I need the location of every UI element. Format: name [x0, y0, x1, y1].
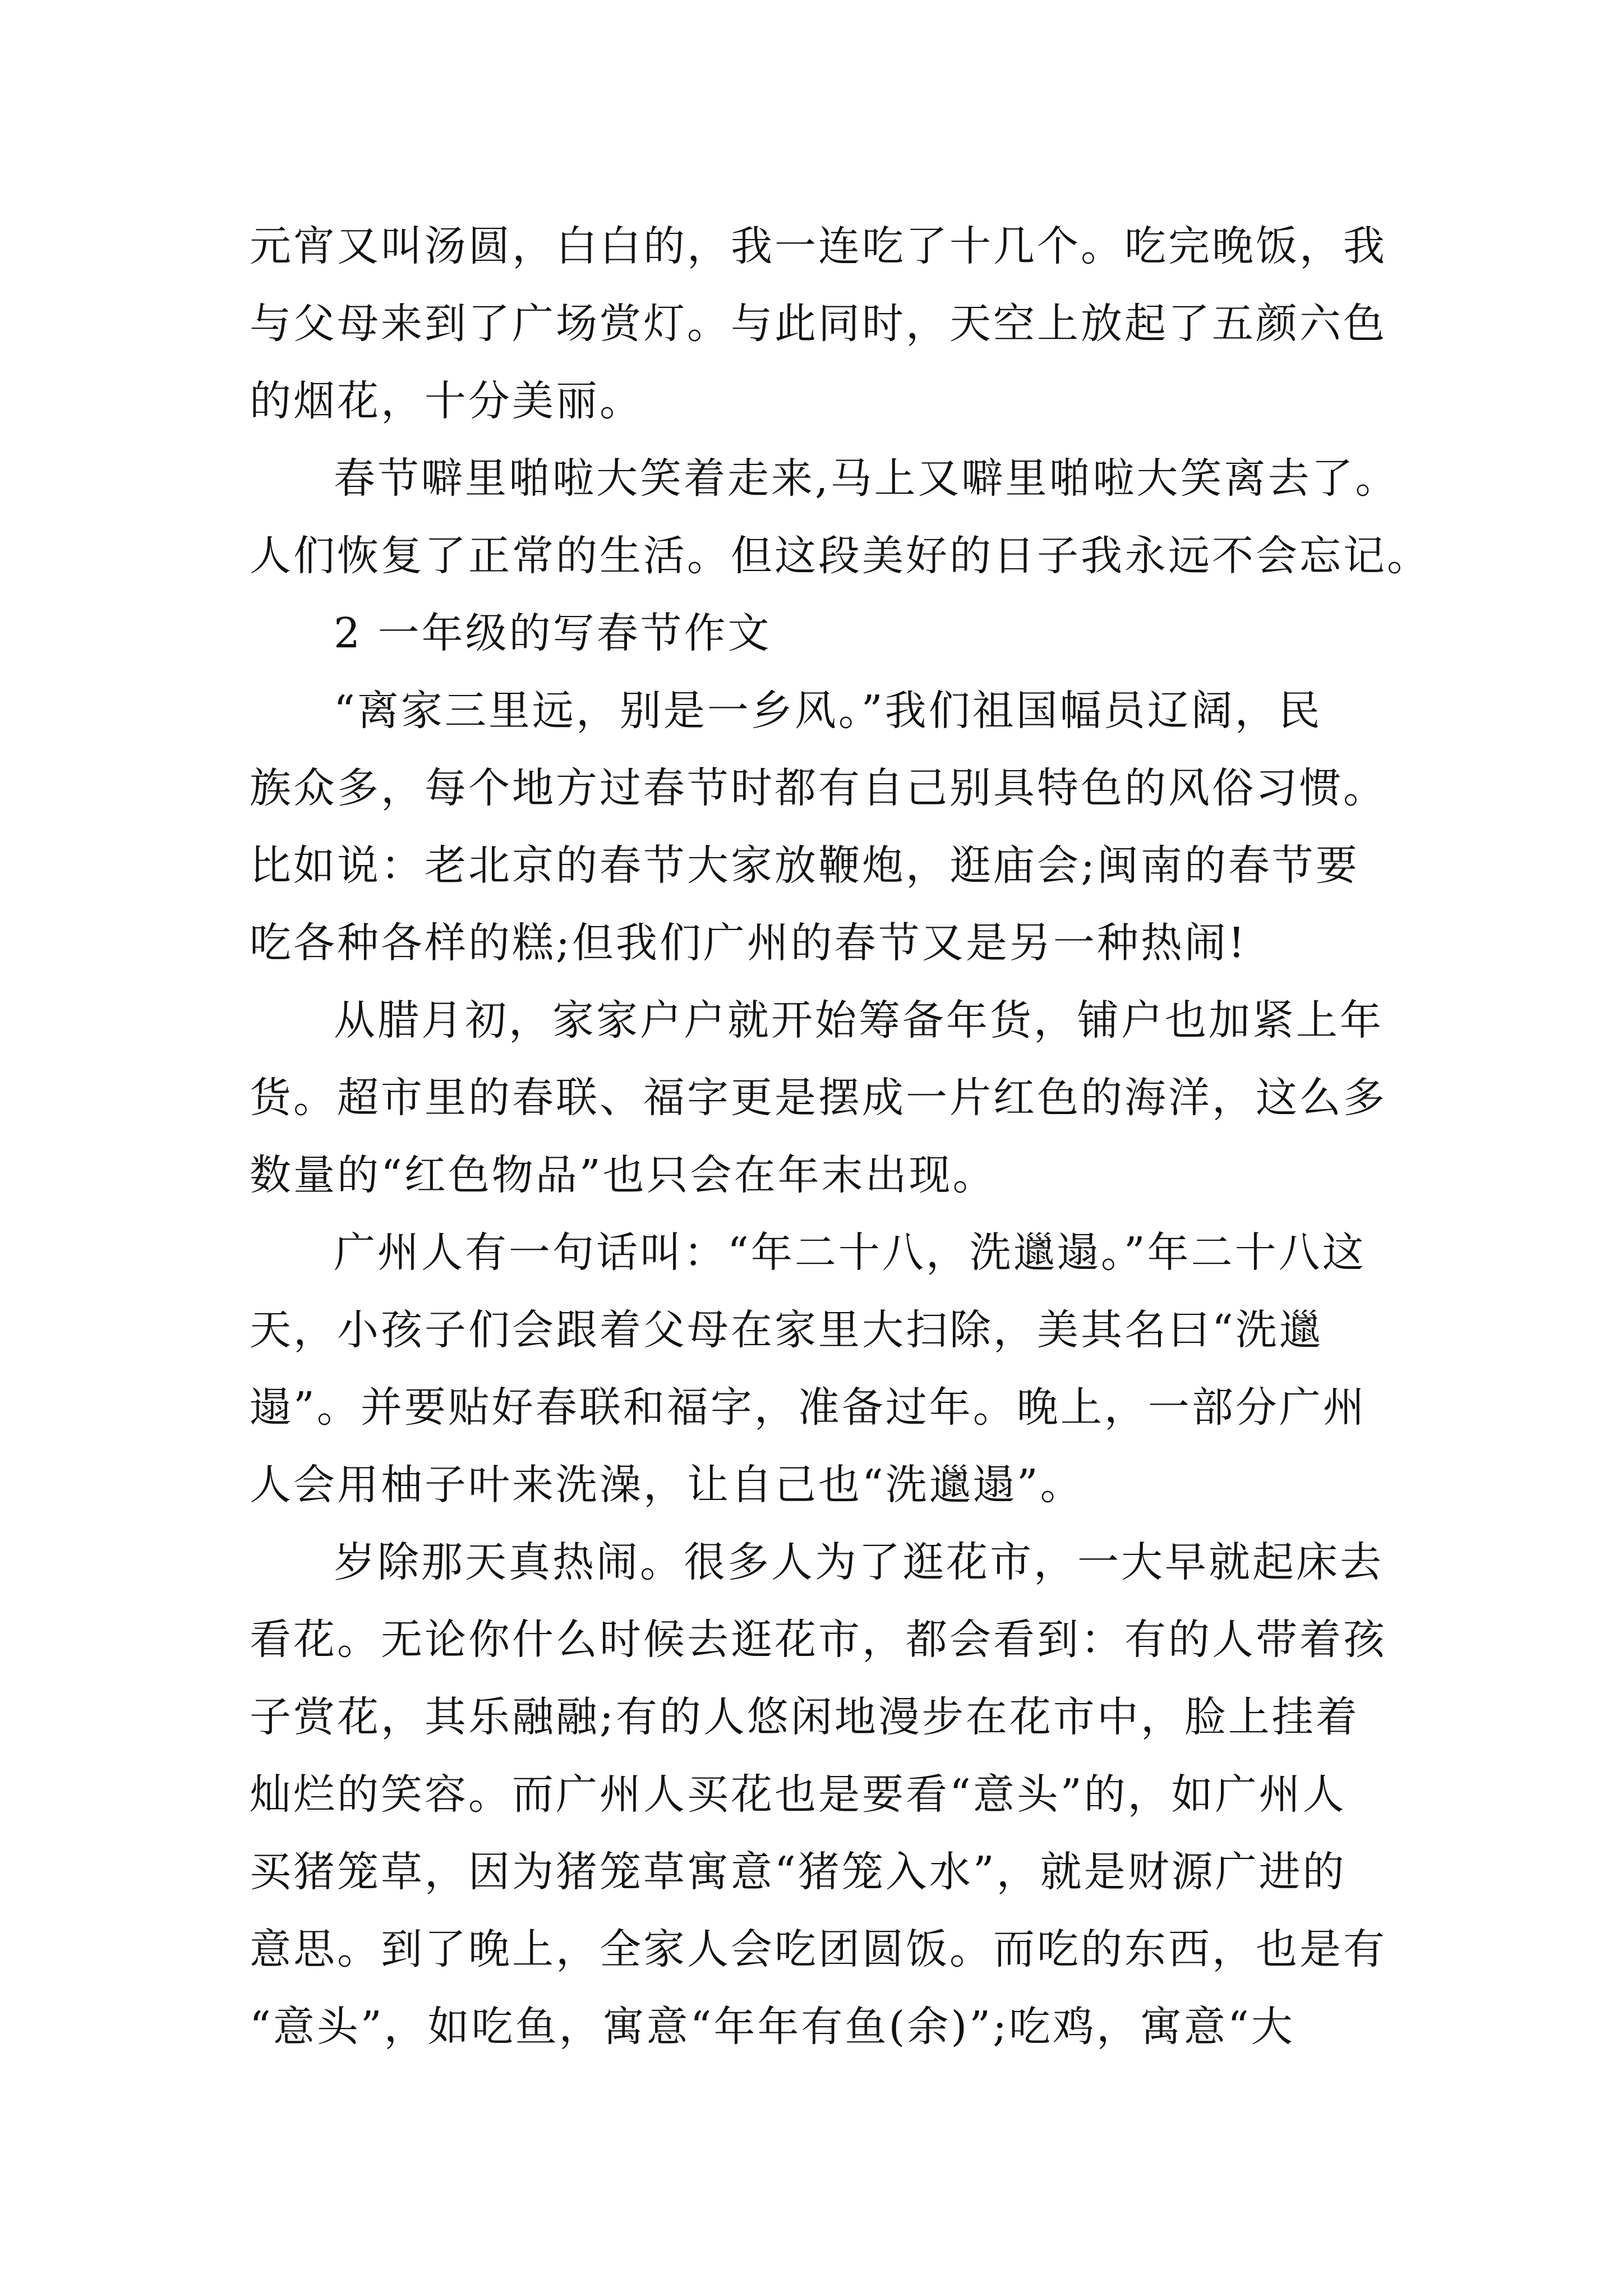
text-line: “离家三里远，别是一乡风。”我们祖国幅员辽阔，民 — [334, 687, 1322, 735]
text-line: 买猪笼草，因为猪笼草寓意“猪笼入水”，就是财源广进的 — [250, 1848, 1347, 1896]
text-line: 灿烂的笑容。而广州人买花也是要看“意头”的，如广州人 — [250, 1770, 1347, 1819]
text-line: “意头”，如吃鱼，寓意“年年有鱼(余)”;吃鸡，寓意“大 — [250, 2003, 1295, 2051]
text-line: 意思。到了晚上，全家人会吃团圆饭。而吃的东西，也是有 — [250, 1925, 1387, 1973]
text-line: 与父母来到了广场赏灯。与此同时，天空上放起了五颜六色 — [250, 300, 1387, 348]
text-line: 岁除那天真热闹。很多人为了逛花市，一大早就起床去 — [334, 1538, 1384, 1586]
text-line: 族众多，每个地方过春节时都有自己别具特色的风俗习惯。 — [250, 764, 1387, 812]
text-line: 元宵又叫汤圆，白白的，我一连吃了十几个。吃完晚饭，我 — [250, 222, 1387, 270]
text-line: 人们恢复了正常的生活。但这段美好的日子我永远不会忘记。 — [250, 532, 1431, 580]
text-line: 遢”。并要贴好春联和福字，准备过年。晚上，一部分广州 — [250, 1383, 1367, 1432]
section-heading: 2 一年级的写春节作文 — [334, 609, 772, 657]
text-line: 天，小孩子们会跟着父母在家里大扫除，美其名曰“洗邋 — [250, 1306, 1323, 1354]
text-line: 吃各种各样的糕;但我们广州的春节又是另一种热闹! — [250, 919, 1247, 967]
text-line: 春节噼里啪啦大笑着走来,马上又噼里啪啦大笑离去了。 — [334, 454, 1399, 503]
essay-text — [250, 208, 1431, 2065]
text-line: 子赏花，其乐融融;有的人悠闲地漫步在花市中，脸上挂着 — [250, 1693, 1359, 1741]
text-line: 人会用柚子叶来洗澡，让自己也“洗邋遢”。 — [250, 1461, 1084, 1509]
text-line: 看花。无论你什么时候去逛花市，都会看到：有的人带着孩 — [250, 1616, 1387, 1664]
text-line: 从腊月初，家家户户就开始筹备年货，铺户也加紧上年 — [334, 996, 1384, 1045]
text-line: 货。超市里的春联、福字更是摆成一片红色的海洋，这么多 — [250, 1074, 1387, 1122]
text-line: 广州人有一句话叫：“年二十八，洗邋遢。”年二十八这 — [334, 1228, 1366, 1277]
text-line: 数量的“红色物品”也只会在年末出现。 — [250, 1151, 997, 1199]
text-line: 的烟花，十分美丽。 — [250, 377, 643, 425]
text-line: 比如说：老北京的春节大家放鞭炮，逛庙会;闽南的春节要 — [250, 841, 1359, 890]
